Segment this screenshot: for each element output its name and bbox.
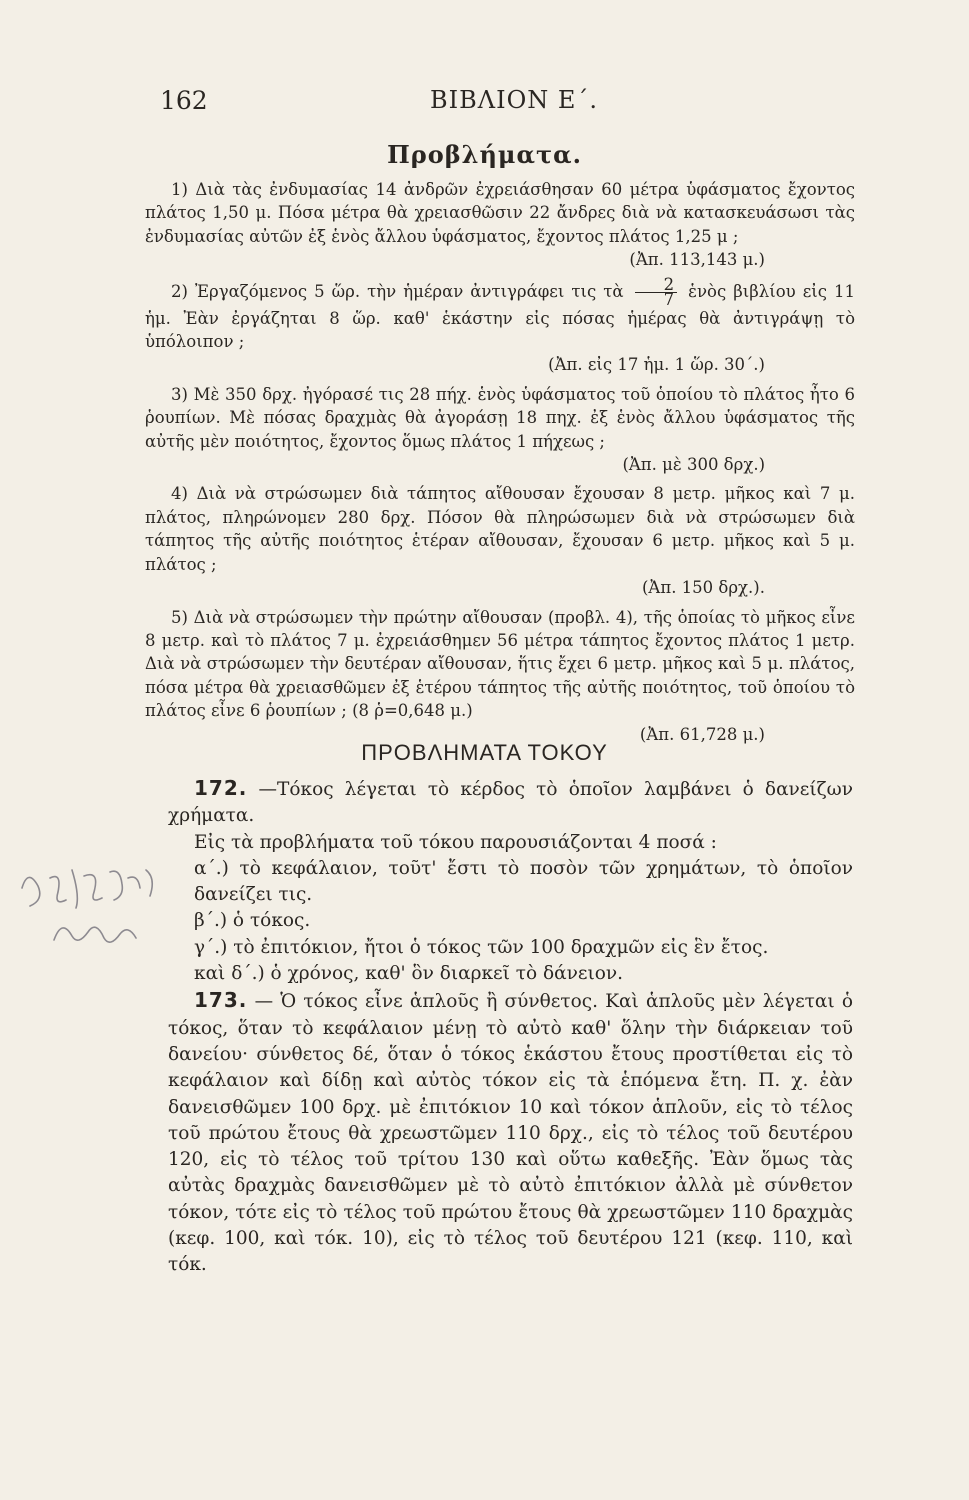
problem-2-text-after: ἑνὸς βιβλίου εἰς 11 ἡμ. Ἐὰν ἐργάζηται 8 ὥρ. καθ' ἑκάστην εἰς πόσας ἡμέρας θὰ ἀντιγράψῃ τὸ ὑπόλοιπον ; <box>145 281 855 352</box>
problems-list <box>145 178 855 752</box>
problem-4-text: 4) Διὰ νὰ στρώσωμεν διὰ τάπητος αἴθουσαν ἔχουσαν 8 μετρ. μῆκος καὶ 7 μ. πλάτος, πληρώνομεν 280 δρχ. Πόσον θὰ πληρώσωμεν διὰ νὰ στρώσωμεν διὰ τάπητος τῆς αὐτῆς ποιότητος ἑτέραν αἴθουσαν, ἔχουσαν 6 μετρ. μῆκος καὶ 5 μ. πλάτος ; <box>145 484 855 574</box>
problem-2 <box>145 274 855 377</box>
problem-1-text: 1) Διὰ τὰς ἐνδυμασίας 14 ἀνδρῶν ἐχρειάσθησαν 60 μέτρα ὑφάσματος ἔχοντος πλάτος 1,50 μ. Πόσα μέτρα θὰ χρειασθῶσιν 22 ἄνδρες διὰ νὰ κατασκευάσωσι τὰς ἐνδυμασίας αὐτῶν ἐξ ἑνὸς ἄλλου ὑφάσματος, ἔχοντος πλάτος 1,25 μ ; <box>145 180 855 246</box>
page-header <box>160 86 820 126</box>
section-173-text: — Ὁ τόκος εἶνε ἁπλοῦς ἢ σύνθετος. Καὶ ἁπλοῦς μὲν λέγεται ὁ τόκος, ὅταν τὸ κεφάλαιον μένῃ τὸ αὐτὸ καθ' ὅλην τὴν διάρκειαν τοῦ δανείου· σύνθετος δέ, ὅταν ὁ τόκος ἑκάστου ἔτους προστίθεται εἰς τὸ κεφάλαιον καὶ δίδῃ καὶ αὐτὸς τόκον εἰς τὰ ἑπόμενα ἔτη. Π. χ. ἐὰν δανεισθῶμεν 100 δρχ. μὲ ἐπιτόκιον 10 καὶ τόκον ἁπλοῦν, εἰς τὸ τέλος τοῦ πρώτου ἔτους θὰ χρεωστῶμεν 110 δρχ., εἰς τὸ τέλος τοῦ δευτέρου 120, εἰς τὸ τέλος τοῦ τρίτου 130 καὶ οὕτω καθεξῆς. Ἐὰν ὅμως τὰς αὐτὰς δραχμὰς δανεισθῶμεν μὲ τὸ αὐτὸ ἐπιτόκιον ἀλλὰ μὲ σύνθετον τόκον, τότε εἰς τὸ τέλος τοῦ πρώτου ἔτους θὰ χρεωστῶμεν 110 δραχμὰς (κεφ. 100, καὶ τόκ. 10), εἰς τὸ τέλος τοῦ δευτέρου 121 (κεφ. 110, καὶ τόκ. <box>168 991 853 1276</box>
quantity-item-c: γ΄.) τὸ ἐπιτόκιον, ἤτοι ὁ τόκος τῶν 100 δραχμῶν εἰς ἓν ἔτος. <box>194 936 769 958</box>
quantity-item-a: α΄.) τὸ κεφάλαιον, τοῦτ' ἔστι τὸ ποσὸν τῶν χρημάτων, τὸ ὁποῖον δανείζει τις. <box>194 857 853 906</box>
problem-4-answer: (Ἀπ. 150 δρχ.). <box>642 578 765 598</box>
section-172-text: —Τόκος λέγεται τὸ κέρδος τὸ ὁποῖον λαμβάνει ὁ δανείζων χρήματα. <box>168 779 853 827</box>
running-head: ΒΙΒΛΙΟΝ Ε΄. <box>430 86 599 114</box>
problem-5-answer: (Ἀπ. 61,728 μ.) <box>639 724 765 744</box>
problem-3-answer: (Ἀπ. μὲ 300 δρχ.) <box>622 455 765 475</box>
fraction-numerator: 2 <box>635 278 678 293</box>
problem-1-answer: (Ἀπ. 113,143 μ.) <box>629 250 765 270</box>
section-173 <box>168 987 853 1278</box>
quantity-item-d: καὶ δ΄.) ὁ χρόνος, καθ' ὃν διαρκεῖ τὸ δάνειον. <box>194 963 624 985</box>
problem-2-answer: (Ἀπ. εἰς 17 ἡμ. 1 ὥρ. 30΄.) <box>548 355 765 375</box>
problem-1 <box>145 178 855 272</box>
problem-4 <box>145 482 855 599</box>
problem-3-text: 3) Μὲ 350 δρχ. ἠγόρασέ τις 28 πήχ. ἑνὸς ὑφάσματος τοῦ ὁποίου τὸ πλάτος ἦτο 6 ῥουπίων. Μὲ πόσας δραχμὰς θὰ ἀγοράσῃ 18 πηχ. ἐξ ἑνὸς ἄλλου ὑφάσματος τῆς αὐτῆς μὲν ποιότητος, ἔχοντος ὅμως πλάτος 1 πήχεως ; <box>145 384 855 451</box>
handwritten-marginalia <box>10 848 170 958</box>
section-172 <box>168 775 853 830</box>
quantity-item-b: β΄.) ὁ τόκος. <box>194 910 311 932</box>
interest-theory <box>168 775 853 1279</box>
page-number: 162 <box>160 86 208 115</box>
fraction-denominator: 7 <box>663 289 675 309</box>
section-title: Προβλήματα. <box>387 140 582 169</box>
problem-2-text-before: 2) Ἐργαζόμενος 5 ὥρ. τὴν ἡμέραν ἀντιγράφει τις τὰ <box>171 281 624 301</box>
fraction <box>635 274 678 309</box>
section-172-number: 172. <box>194 776 248 800</box>
problem-3 <box>145 383 855 477</box>
problem-5 <box>145 606 855 746</box>
section-173-number: 173. <box>194 988 248 1013</box>
problem-5-text: 5) Διὰ νὰ στρώσωμεν τὴν πρώτην αἴθουσαν (προβλ. 4), τῆς ὁποίας τὸ μῆκος εἶνε 8 μετρ. καὶ τὸ πλάτος 7 μ. ἐχρειάσθημεν 56 μέτρα τάπητος ἔχοντος πλάτος 1 μετρ. Διὰ νὰ στρώσωμεν τὴν δευτέραν αἴθουσαν, ἥτις ἔχει 6 μετρ. μῆκος καὶ 5 μ. πλάτος, πόσα μέτρα θὰ χρειασθῶμεν ἐξ ἑτέρου τάπητος τῆς αὐτῆς ποιότητος, τοῦ ὁποίου τὸ πλάτος εἶνε 6 ῥουπίων ; (8 ῥ=0,648 μ.) <box>145 607 855 721</box>
quantities-intro: Εἰς τὰ προβλήματα τοῦ τόκου παρουσιάζονται 4 ποσά : <box>194 831 717 853</box>
interest-problems-heading: ΠΡΟΒΛΗΜΑΤΑ ΤΟΚΟΥ <box>361 740 608 765</box>
